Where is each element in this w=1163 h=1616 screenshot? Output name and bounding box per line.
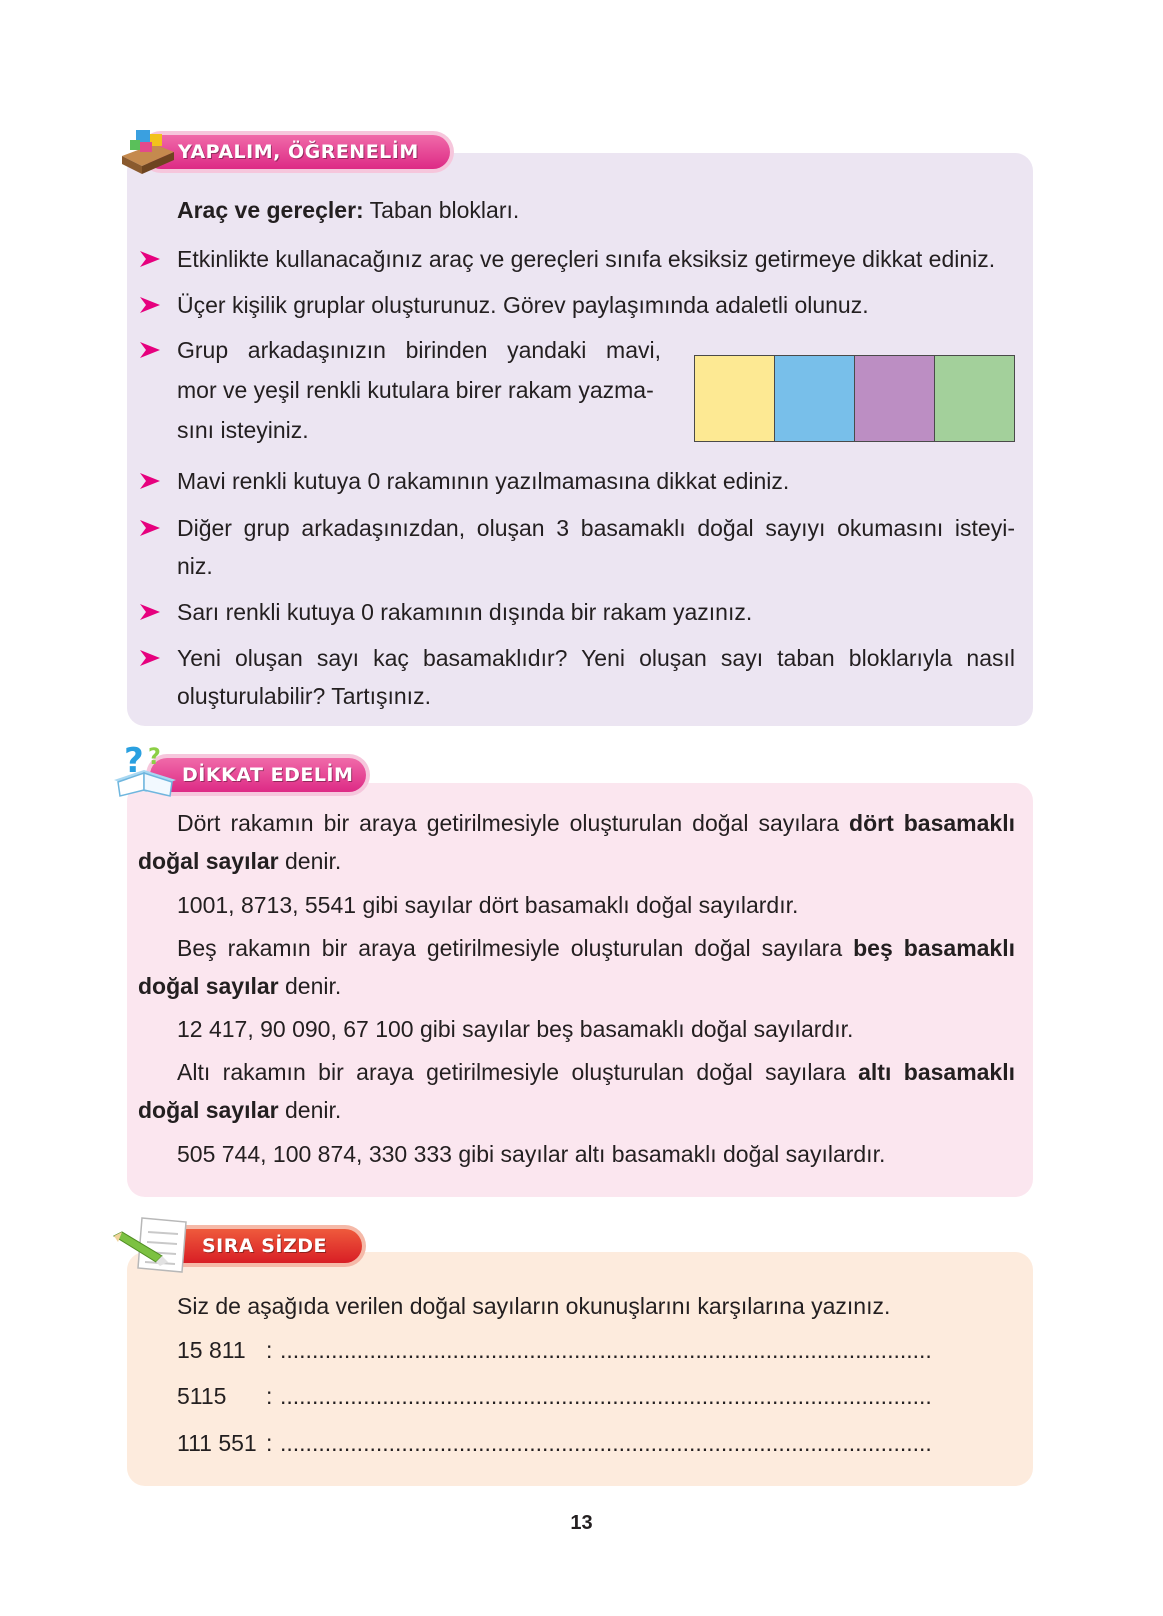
- tools-label: Araç ve gereçler:: [177, 197, 364, 223]
- answer-line-2[interactable]: ......................................................................................................: [280, 1383, 932, 1409]
- tag-title: YAPALIM, ÖĞRENELİM: [178, 141, 419, 163]
- p3-bold-2: doğal sayılar: [138, 1097, 279, 1123]
- bullet-2: Üçer kişilik gruplar oluşturunuz. Görev paylaşımında adaletli olunuz.: [177, 292, 869, 318]
- svg-text:?: ?: [148, 745, 161, 770]
- bullet-arrow-icon: [138, 597, 162, 627]
- exercise-colon-1: :: [266, 1337, 273, 1363]
- tag-title: DİKKAT EDELİM: [182, 764, 354, 786]
- bullet-arrow-icon: [138, 290, 162, 320]
- bullet-arrow-icon: [138, 244, 162, 274]
- dikkat-p3-line-2: [138, 1095, 341, 1125]
- dikkat-p2-line-1: [177, 933, 1015, 963]
- exercise-number-3: 111 551: [177, 1430, 257, 1456]
- exercise-colon-3: :: [266, 1430, 273, 1456]
- bullet-3-line-3: sını isteyiniz.: [177, 417, 309, 443]
- blue-box: [774, 355, 855, 442]
- dikkat-p3-example: 505 744, 100 874, 330 333 gibi sayılar altı basamaklı doğal sayılardır.: [177, 1141, 886, 1167]
- dikkat-p1-line-1: [177, 808, 1015, 838]
- question-book-icon: [110, 740, 180, 802]
- tools-value: Taban blokları.: [363, 197, 520, 223]
- yellow-box: [694, 355, 775, 442]
- exercise-number-2: 5115: [177, 1383, 227, 1409]
- bullet-arrow-icon: [138, 643, 162, 673]
- bullet-7-line-1: Yeni oluşan sayı kaç basamaklıdır? Yeni oluşan sayı taban bloklarıyla nasıl: [177, 645, 1015, 671]
- p1-after: denir.: [278, 848, 342, 874]
- p3-bold: altı basamaklı: [858, 1059, 1016, 1085]
- exercise-instruction: Siz de aşağıda verilen doğal sayıların okunuşlarını karşılarına yazınız.: [177, 1293, 891, 1319]
- bullet-arrow-icon: [138, 513, 162, 543]
- bullet-6: Sarı renkli kutuya 0 rakamının dışında bir rakam yazınız.: [177, 599, 753, 625]
- p2-bold-2: doğal sayılar: [138, 973, 279, 999]
- bullet-3-line-2: mor ve yeşil renkli kutulara birer rakam yazma-: [177, 377, 654, 403]
- paper-pencil-icon: [112, 1212, 196, 1278]
- green-box: [934, 355, 1015, 442]
- answer-line-3[interactable]: ......................................................................................................: [280, 1430, 932, 1456]
- p2-text: Beş rakamın bir araya getirilmesiyle oluşturulan doğal sayılara: [177, 935, 854, 961]
- bullet-5-line-2: niz.: [177, 553, 213, 579]
- exercise-number-1: 15 811: [177, 1337, 246, 1363]
- bullet-arrow-icon: [138, 466, 162, 496]
- tag-title: SIRA SİZDE: [202, 1235, 327, 1257]
- p2-bold: beş basamaklı: [853, 935, 1016, 961]
- dikkat-p2-line-2: [138, 971, 341, 1001]
- dikkat-p1-example: 1001, 8713, 5541 gibi sayılar dört basamaklı doğal sayılardır.: [177, 892, 799, 918]
- bullet-3-line-1: Grup arkadaşınızın birinden yandaki mavi,: [177, 337, 661, 363]
- p2-after: denir.: [278, 973, 342, 999]
- page-number: 13: [570, 1512, 593, 1534]
- p1-bold: dört basamaklı: [849, 810, 1015, 836]
- bullet-4: Mavi renkli kutuya 0 rakamının yazılmamasına dikkat ediniz.: [177, 468, 790, 494]
- bullet-7-line-2: oluşturulabilir? Tartışınız.: [177, 683, 431, 709]
- p3-after: denir.: [278, 1097, 342, 1123]
- exercise-colon-2: :: [266, 1383, 273, 1409]
- answer-line-1[interactable]: ......................................................................................................: [280, 1337, 932, 1363]
- p3-text: Altı rakamın bir araya getirilmesiyle oluşturulan doğal sayılara: [177, 1059, 859, 1085]
- bullet-1: Etkinlikte kullanacağınız araç ve gereçleri sınıfa eksiksiz getirmeye dikkat ediniz.: [177, 246, 996, 272]
- svg-text:?: ?: [124, 741, 144, 781]
- dikkat-p3-line-1: [177, 1057, 1015, 1087]
- blocks-book-icon: [116, 122, 180, 178]
- tools-line: [177, 195, 519, 225]
- dikkat-p2-example: 12 417, 90 090, 67 100 gibi sayılar beş basamaklı doğal sayılardır.: [177, 1016, 854, 1042]
- p1-text: Dört rakamın bir araya getirilmesiyle oluşturulan doğal sayılara: [177, 810, 850, 836]
- bullet-5-line-1: Diğer grup arkadaşınızdan, oluşan 3 basamaklı doğal sayıyı okumasını isteyi-: [177, 515, 1015, 541]
- purple-box: [854, 355, 935, 442]
- bullet-arrow-icon: [138, 335, 162, 365]
- dikkat-p1-line-2: [138, 846, 341, 876]
- tag-yapalim-ogrenelim: [140, 131, 454, 173]
- p1-bold-2: doğal sayılar: [138, 848, 279, 874]
